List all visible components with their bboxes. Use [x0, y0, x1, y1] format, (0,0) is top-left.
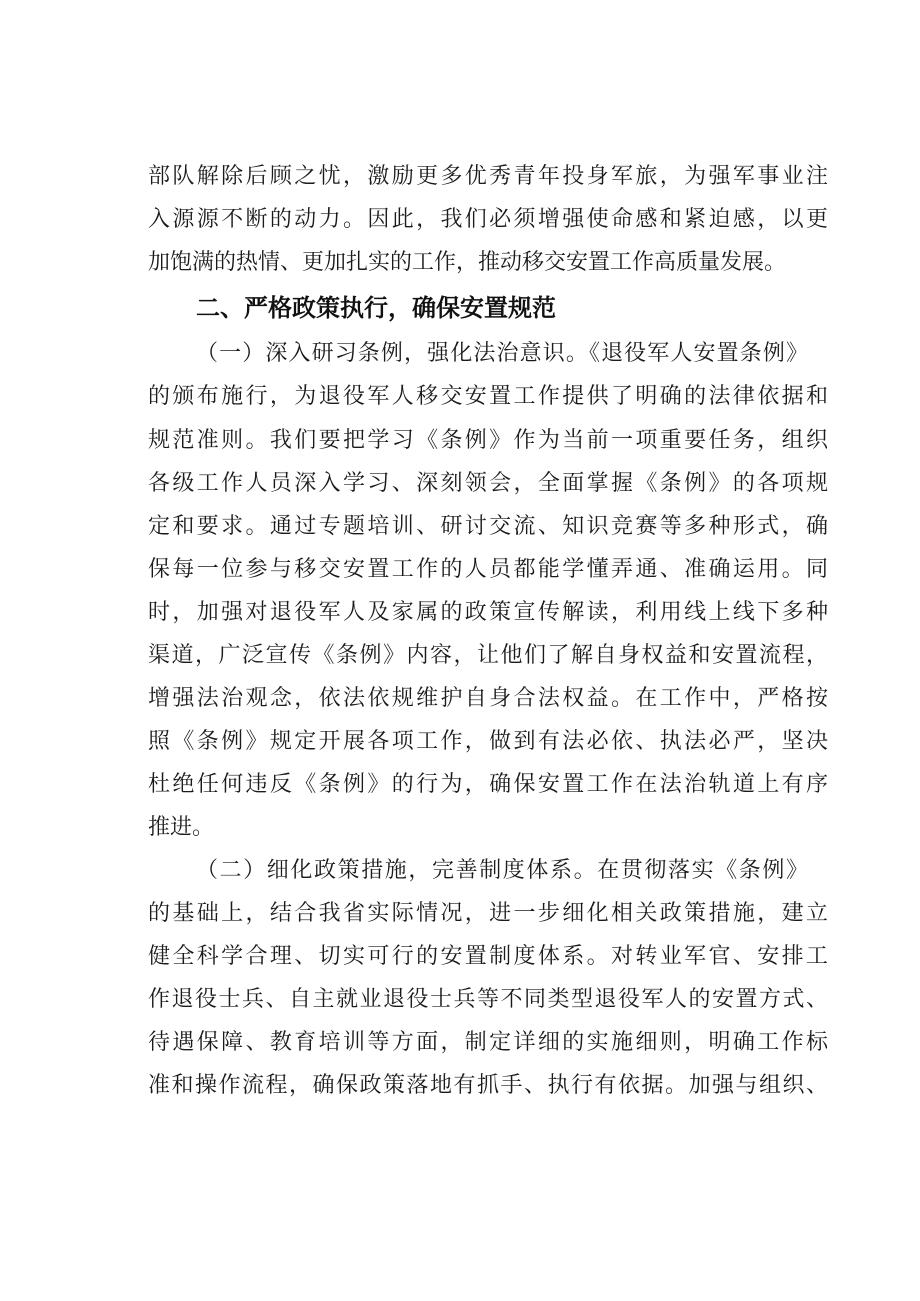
text-line: 渠道，广泛宣传《条例》内容，让他们了解自身权益和安置流程， [148, 643, 828, 668]
text-line: 推进。 [148, 815, 215, 840]
text-line: （二）细化政策措施，完善制度体系。在贯彻落实《条例》 [196, 858, 808, 883]
text-line: 规范准则。我们要把学习《条例》作为当前一项重要任务，组织 [148, 428, 828, 453]
text-line: 作退役士兵、自主就业退役士兵等不同类型退役军人的安置方式、 [148, 987, 828, 1012]
text-line: 健全科学合理、切实可行的安置制度体系。对转业军官、安排工 [148, 944, 828, 969]
text-line: 部队解除后顾之忧，激励更多优秀青年投身军旅，为强军事业注 [148, 164, 828, 189]
text-line: 时，加强对退役军人及家属的政策宣传解读，利用线上线下多种 [148, 600, 828, 625]
text-line: 照《条例》规定开展各项工作，做到有法必依、执法必严，坚决 [148, 729, 828, 754]
text-line: 入源源不断的动力。因此，我们必须增强使命感和紧迫感，以更 [148, 207, 828, 232]
text-line: （一）深入研习条例，强化法治意识。《退役军人安置条例》 [196, 341, 808, 366]
text-line: 保每一位参与移交安置工作的人员都能学懂弄通、准确运用。同 [148, 557, 828, 582]
text-line: 准和操作流程，确保政策落地有抓手、执行有依据。加强与组织、 [148, 1073, 828, 1098]
text-line: 待遇保障、教育培训等方面，制定详细的实施细则，明确工作标 [148, 1030, 828, 1055]
text-line: 各级工作人员深入学习、深刻领会，全面掌握《条例》的各项规 [148, 471, 828, 496]
section-heading: 二、严格政策执行，确保安置规范 [196, 294, 556, 322]
text-line: 的颁布施行，为退役军人移交安置工作提供了明确的法律依据和 [148, 384, 828, 409]
text-line: 的基础上，结合我省实际情况，进一步细化相关政策措施，建立 [148, 901, 828, 926]
text-line: 定和要求。通过专题培训、研讨交流、知识竞赛等多种形式，确 [148, 514, 828, 539]
text-line: 杜绝任何违反《条例》的行为，确保安置工作在法治轨道上有序 [148, 772, 828, 797]
text-line: 增强法治观念，依法依规维护自身合法权益。在工作中，严格按 [148, 686, 828, 711]
text-line: 加饱满的热情、更加扎实的工作，推动移交安置工作高质量发展。 [148, 250, 787, 275]
